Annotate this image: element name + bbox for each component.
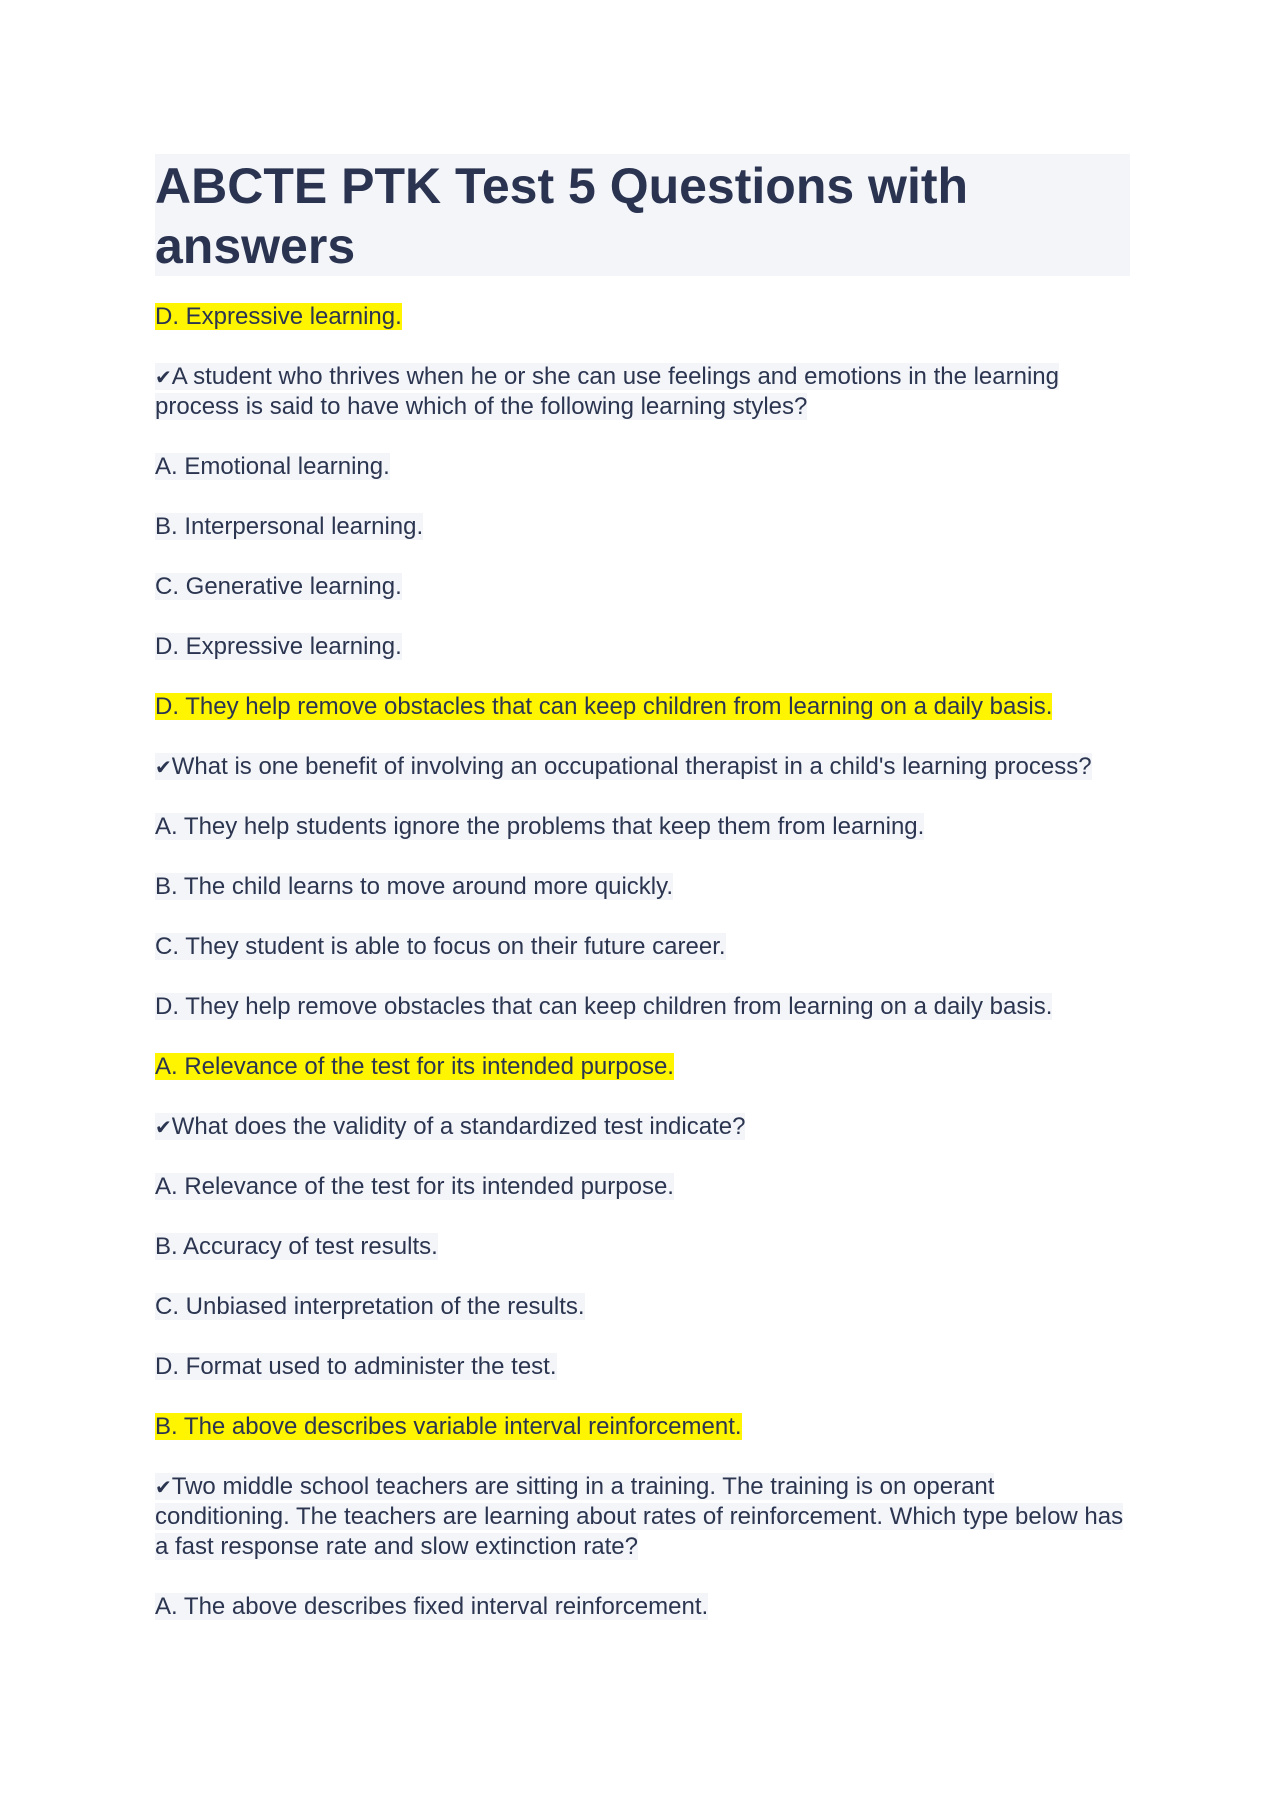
line-text xyxy=(155,933,726,960)
answer-option xyxy=(155,1592,1130,1622)
answer-option xyxy=(155,1352,1130,1382)
line-content: A. Relevance of the test for its intended purpose. xyxy=(155,1053,674,1080)
line-text xyxy=(155,633,402,660)
question-text xyxy=(155,1112,1130,1142)
line-content: What is one benefit of involving an occupational therapist in a child's learning process? xyxy=(171,753,1092,780)
answer-option xyxy=(155,512,1130,542)
answer-option xyxy=(155,632,1130,662)
line-content: A. Emotional learning. xyxy=(155,453,390,480)
line-content: A student who thrives when he or she can use feelings and emotions in the learning process is said to have which of the following learning styles? xyxy=(155,363,1059,420)
line-content: A. The above describes fixed interval reinforcement. xyxy=(155,1593,709,1620)
line-text xyxy=(155,573,402,600)
checkmark-icon: ✔ xyxy=(155,1475,172,1499)
line-content: B. Accuracy of test results. xyxy=(155,1233,438,1260)
line-text xyxy=(155,363,1059,420)
title-block xyxy=(155,154,1130,276)
line-content: A. They help students ignore the problems that keep them from learning. xyxy=(155,813,925,840)
line-content: D. Format used to administer the test. xyxy=(155,1353,557,1380)
line-content: C. They student is able to focus on their future career. xyxy=(155,933,726,960)
line-content: Two middle school teachers are sitting in a training. The training is on operant conditioning. The teachers are learning about rates of reinforcement. Which type below has a fast response rate and slow extinction rate? xyxy=(155,1473,1124,1560)
line-content: B. Interpersonal learning. xyxy=(155,513,424,540)
line-text xyxy=(155,693,1052,720)
line-content: D. They help remove obstacles that can keep children from learning on a daily basis. xyxy=(155,693,1053,720)
line-content: C. Unbiased interpretation of the results. xyxy=(155,1293,585,1320)
line-text xyxy=(155,453,390,480)
line-content: D. Expressive learning. xyxy=(155,303,402,330)
line-text xyxy=(155,1053,674,1080)
highlighted-answer xyxy=(155,302,1130,332)
line-content: What does the validity of a standardized test indicate? xyxy=(171,1113,746,1140)
answer-option xyxy=(155,932,1130,962)
answer-option xyxy=(155,1292,1130,1322)
answer-option xyxy=(155,992,1130,1022)
checkmark-icon: ✔ xyxy=(155,1115,172,1139)
line-content: C. Generative learning. xyxy=(155,573,402,600)
line-text xyxy=(155,1413,742,1440)
document-page xyxy=(155,154,1130,1652)
line-content: A. Relevance of the test for its intended purpose. xyxy=(155,1173,674,1200)
line-text xyxy=(155,813,924,840)
line-text xyxy=(155,513,423,540)
line-text xyxy=(155,873,673,900)
line-text xyxy=(155,1113,745,1140)
answer-option xyxy=(155,812,1130,842)
line-content: D. Expressive learning. xyxy=(155,633,402,660)
document-title: ABCTE PTK Test 5 Questions with answers xyxy=(155,158,969,274)
line-text xyxy=(155,753,1092,780)
answer-option xyxy=(155,1172,1130,1202)
answer-option xyxy=(155,452,1130,482)
line-text xyxy=(155,1353,557,1380)
highlighted-answer xyxy=(155,1412,1130,1442)
highlighted-answer xyxy=(155,1052,1130,1082)
line-text xyxy=(155,1173,674,1200)
line-content: B. The child learns to move around more quickly. xyxy=(155,873,674,900)
line-text xyxy=(155,303,402,330)
line-text xyxy=(155,1233,438,1260)
highlighted-answer xyxy=(155,692,1130,722)
line-text xyxy=(155,1473,1123,1560)
question-text xyxy=(155,1472,1130,1562)
line-content: B. The above describes variable interval reinforcement. xyxy=(155,1413,742,1440)
checkmark-icon: ✔ xyxy=(155,365,172,389)
document-body xyxy=(155,302,1130,1622)
line-content: D. They help remove obstacles that can keep children from learning on a daily basis. xyxy=(155,993,1053,1020)
line-text xyxy=(155,1293,585,1320)
answer-option xyxy=(155,872,1130,902)
answer-option xyxy=(155,1232,1130,1262)
question-text xyxy=(155,752,1130,782)
line-text xyxy=(155,993,1052,1020)
line-text xyxy=(155,1593,708,1620)
question-text xyxy=(155,362,1130,422)
checkmark-icon: ✔ xyxy=(155,755,172,779)
answer-option xyxy=(155,572,1130,602)
